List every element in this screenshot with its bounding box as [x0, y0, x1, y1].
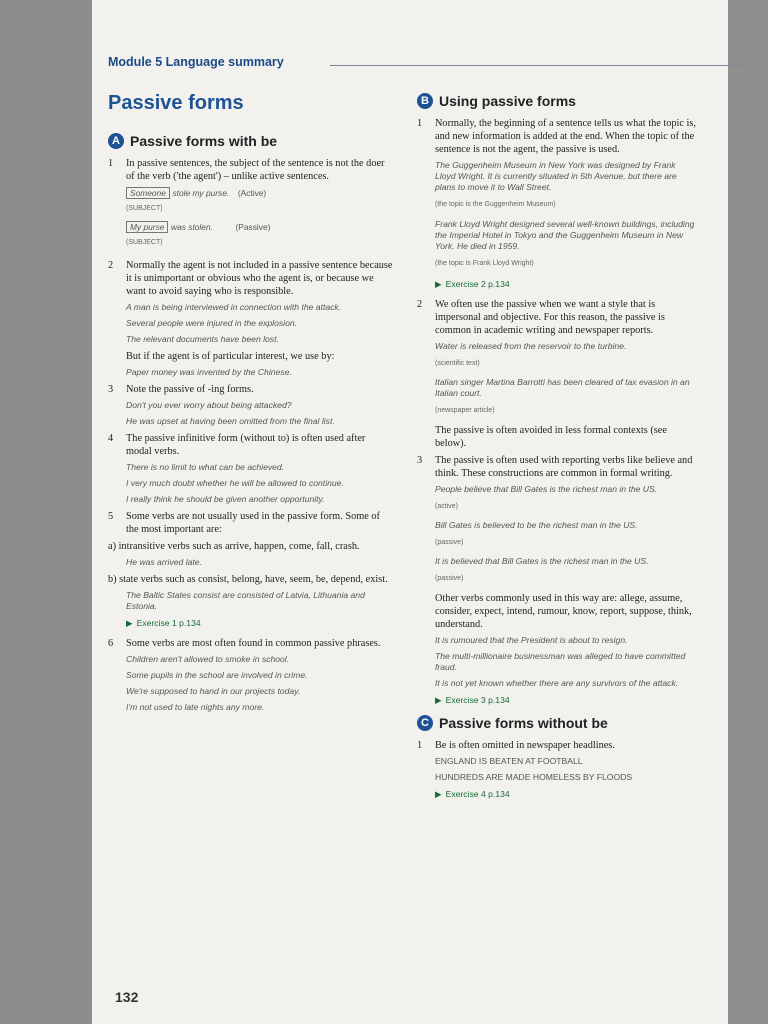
module-header	[108, 55, 728, 71]
item-a2b-text: But if the agent is of particular interest, we use by:	[126, 351, 335, 362]
example-passive-text: was stolen.	[171, 222, 213, 232]
item-a2: 2 Normally the agent is not included in a passive sentence because it is unimportant or obvious who the agent is, or because we want to avoid saying who is responsible.	[108, 260, 393, 297]
example-active-text: stole my purse.	[172, 188, 230, 198]
item-b3: 3 The passive is often used with reporting verbs like believe and think. These constructions are common in formal writing.	[417, 454, 698, 480]
item-a1: 1 In passive sentences, the subject of the sentence is not the doer of the verb ('the agent') – unlike active sentences.	[108, 157, 393, 183]
example-a4-3: I really think he should be given another opportunity.	[126, 494, 325, 504]
item-a5b	[108, 573, 393, 586]
item-b2b-text: The passive is often avoided in less formal contexts (see below).	[435, 425, 667, 449]
example-a5-1: He was arrived late.	[126, 557, 202, 567]
example-active	[126, 187, 393, 200]
subject-label-2: (SUBJECT)	[126, 239, 163, 246]
section-a-heading	[108, 133, 277, 149]
note-b1-2: (the topic is Frank Lloyd Wright)	[435, 260, 534, 267]
section-c-title: Passive forms without be	[439, 714, 608, 731]
item-a5a-text: a) intransitive verbs such as arrive, happen, come, fall, crash.	[108, 541, 360, 552]
example-a2-4: Paper money was invented by the Chinese.	[126, 367, 292, 377]
example-b2-2: Italian singer Martina Barrotti has been cleared of tax evasion in an Italian court.	[435, 377, 690, 398]
item-a5b-text: b) state verbs such as consist, belong, have, seem, be, depend, exist.	[108, 574, 388, 585]
example-active-label: (Active)	[237, 188, 267, 198]
item-b2-text: We often use the passive when we want a style that is impersonal and objective. For this reason, the passive is common in academic writing and newspaper reports.	[435, 299, 665, 336]
page-number: 132	[115, 989, 139, 1005]
exercise-2-label: Exercise 2 p.134	[445, 279, 510, 289]
example-a3-2: He was upset at having been omitted from the final list.	[126, 416, 335, 426]
item-b3b-text: Other verbs commonly used in this way are: allege, assume, consider, expect, intend, rumour, know, report, suppose, think, understand.	[435, 593, 692, 630]
example-a2-2: Several people were injured in the explosion.	[126, 318, 298, 328]
item-a2b	[126, 350, 393, 363]
example-a2-3: The relevant documents have been lost.	[126, 334, 279, 344]
example-b2-1: Water is released from the reservoir to the turbine.	[435, 341, 627, 351]
example-a6-4: I'm not used to late nights any more.	[126, 702, 265, 712]
example-a4-1: There is no limit to what can be achieved.	[126, 462, 285, 472]
exercise-4-label: Exercise 4 p.134	[445, 789, 510, 799]
right-strip	[728, 0, 768, 1024]
example-a5-2: The Baltic States consist are consisted of Latvia, Lithuania and Estonia.	[126, 590, 365, 611]
example-b3-6: It is not yet known whether there are any survivors of the attack.	[435, 678, 679, 688]
item-a6-text: Some verbs are most often found in common passive phrases.	[126, 638, 381, 649]
example-b1-2: Frank Lloyd Wright designed several well-known buildings, including the Imperial Hotel in Tokyo and the Guggenheim Museum in New York. He died in 1959.	[435, 219, 695, 251]
note-b1-1: (the topic is the Guggenheim Museum)	[435, 201, 556, 208]
exercise-1-link[interactable]: ▶ Exercise 1 p.134	[126, 618, 201, 628]
note-b2-2: (newspaper article)	[435, 407, 495, 414]
section-c-heading	[417, 715, 698, 731]
example-b3-2: Bill Gates is believed to be the richest man in the US.	[435, 520, 638, 530]
section-c-badge: C	[417, 715, 433, 731]
example-b1-1: The Guggenheim Museum in New York was designed by Frank Lloyd Wright. It is currently situated in 5th Avenue, but there are plans to move it to Wall Street.	[435, 160, 677, 192]
item-b1-text: Normally, the beginning of a sentence tells us what the topic is, and new information is added at the end. When the topic of the sentence is not the agent, the passive is used.	[435, 118, 696, 155]
module-rule	[330, 65, 743, 66]
item-c1-text: Be is often omitted in newspaper headlines.	[435, 740, 615, 751]
item-b3b	[435, 592, 698, 631]
exercise-3-link[interactable]: ▶ Exercise 3 p.134	[435, 695, 510, 705]
exercise-1-label: Exercise 1 p.134	[136, 618, 201, 628]
item-a3: 3 Note the passive of -ing forms.	[108, 383, 393, 396]
note-b2-1: (scientific text)	[435, 360, 480, 367]
item-a1-text: In passive sentences, the subject of the sentence is not the doer of the verb ('the agent') – unlike active sentences.	[126, 158, 385, 182]
item-b2b	[435, 424, 698, 450]
example-b3-4: It is rumoured that the President is about to resign.	[435, 635, 628, 645]
section-b-heading	[417, 93, 576, 109]
example-a6-2: Some pupils in the school are involved in crime.	[126, 670, 308, 680]
example-passive	[126, 221, 393, 234]
section-a-title: Passive forms with be	[130, 133, 278, 149]
item-a5-text: Some verbs are not usually used in the passive form. Some of the most important are:	[126, 511, 380, 535]
left-column	[108, 157, 393, 718]
item-b3-text: The passive is often used with reporting verbs like believe and think. These constructions are common in formal writing.	[435, 455, 693, 479]
item-a4-text: The passive infinitive form (without to) is often used after modal verbs.	[126, 433, 366, 457]
exercise-4-link[interactable]: ▶ Exercise 4 p.134	[435, 789, 510, 799]
example-b3-1: People believe that Bill Gates is the richest man in the US.	[435, 484, 658, 494]
item-a5: 5 Some verbs are not usually used in the passive form. Some of the most important are:	[108, 510, 393, 536]
example-c1-2: HUNDREDS ARE MADE HOMELESS BY FLOODS	[435, 772, 633, 782]
example-a2-1: A man is being interviewed in connection with the attack.	[126, 302, 342, 312]
exercise-2-link[interactable]: ▶ Exercise 2 p.134	[435, 279, 510, 289]
subject-box-1: Someone	[126, 187, 170, 199]
item-a3-text: Note the passive of -ing forms.	[126, 384, 254, 395]
example-a6-1: Children aren't allowed to smoke in school.	[126, 654, 290, 664]
item-a4: 4 The passive infinitive form (without to) is often used after modal verbs.	[108, 432, 393, 458]
example-a3-1: Don't you ever worry about being attacked?	[126, 400, 292, 410]
example-a4-2: I very much doubt whether he will be allowed to continue.	[126, 478, 344, 488]
subject-label-1: (SUBJECT)	[126, 205, 163, 212]
note-b3-3: (passive)	[435, 575, 464, 582]
item-a2-text: Normally the agent is not included in a passive sentence because it is unimportant or obvious who the agent is, or because we want to avoid saying who is responsible.	[126, 260, 393, 297]
item-c1: 1 Be is often omitted in newspaper headlines.	[417, 739, 698, 752]
right-column	[417, 117, 698, 808]
module-title: Module 5 Language summary	[108, 55, 284, 69]
note-b3-1: (active)	[435, 503, 458, 510]
item-b1: 1 Normally, the beginning of a sentence tells us what the topic is, and new information is added at the end. When the topic of the sentence is not the agent, the passive is used.	[417, 117, 698, 156]
exercise-3-label: Exercise 3 p.134	[445, 695, 510, 705]
example-a6-3: We're supposed to hand in our projects today.	[126, 686, 301, 696]
subject-box-2: My purse	[126, 221, 168, 233]
section-b-badge: B	[417, 93, 433, 109]
example-b3-5: The multi-millionaire businessman was alleged to have committed fraud.	[435, 651, 686, 672]
item-a5a	[108, 540, 393, 553]
example-c1-1: ENGLAND IS BEATEN AT FOOTBALL	[435, 756, 583, 766]
page-title: Passive forms	[108, 92, 244, 114]
item-b2: 2 We often use the passive when we want a style that is impersonal and objective. For this reason, the passive is common in academic writing and newspaper reports.	[417, 298, 698, 337]
example-b3-3: It is believed that Bill Gates is the richest man in the US.	[435, 556, 649, 566]
note-b3-2: (passive)	[435, 539, 464, 546]
section-a-badge: A	[108, 133, 124, 149]
example-passive-label: (Passive)	[235, 222, 271, 232]
item-a6: 6 Some verbs are most often found in common passive phrases.	[108, 637, 393, 650]
section-b-title: Using passive forms	[439, 93, 576, 109]
